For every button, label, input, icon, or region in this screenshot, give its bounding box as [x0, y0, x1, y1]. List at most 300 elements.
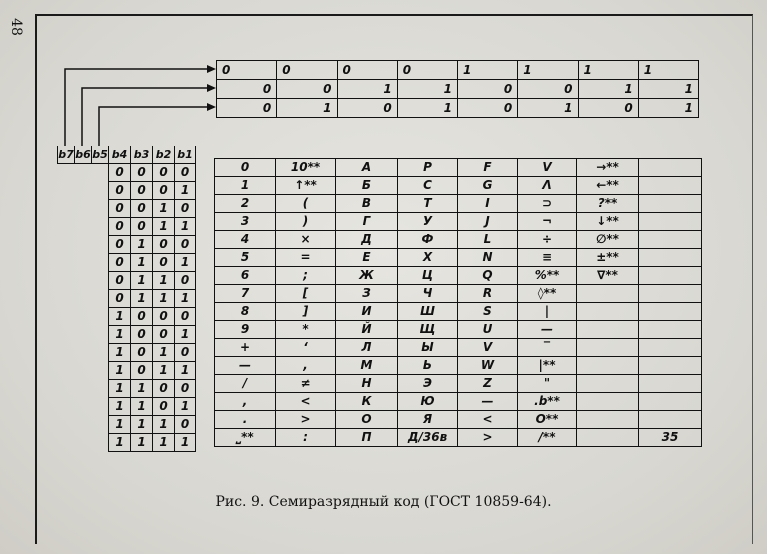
bit-cell: 0: [131, 164, 153, 182]
bit-cell: 1: [175, 362, 196, 380]
code-cell: А: [336, 159, 398, 177]
code-cell: ,: [215, 393, 276, 411]
spacer-cell: [75, 398, 92, 416]
spacer-cell: [92, 416, 109, 434]
bit-cell: 1: [131, 416, 153, 434]
code-row: [215, 393, 702, 411]
code-cell: [577, 411, 639, 429]
bit-cell: 0: [131, 218, 153, 236]
code-cell: ↓**: [577, 213, 639, 231]
code-cell: [639, 393, 702, 411]
code-cell: 1: [215, 177, 276, 195]
bit-row: [58, 236, 196, 254]
spacer-cell: [92, 326, 109, 344]
code-cell: /: [215, 375, 276, 393]
code-cell: [: [276, 285, 336, 303]
spacer-cell: [75, 380, 92, 398]
spacer-cell: [92, 290, 109, 308]
code-cell: [639, 357, 702, 375]
code-row: [215, 267, 702, 285]
b5-cell: 0: [578, 99, 638, 118]
bit-cell: 0: [131, 344, 153, 362]
bit-cell: 1: [109, 326, 131, 344]
bit-cell: 0: [131, 182, 153, 200]
bit-cell: 0: [175, 236, 196, 254]
code-cell: |**: [518, 357, 577, 375]
bit-cell: 1: [153, 218, 175, 236]
b7-cell: 0: [337, 61, 397, 80]
bit-row: [58, 380, 196, 398]
bit-cell: 0: [153, 236, 175, 254]
code-cell: ∅**: [577, 231, 639, 249]
code-cell: ↑**: [276, 177, 336, 195]
code-cell: ≠: [276, 375, 336, 393]
code-cell: <: [458, 411, 518, 429]
bit-header: b3: [131, 146, 153, 164]
bit-cell: 0: [109, 200, 131, 218]
code-cell: Ю: [398, 393, 458, 411]
code-cell: [577, 285, 639, 303]
code-cell: Д: [336, 231, 398, 249]
bit-cell: 1: [131, 398, 153, 416]
code-cell: 0: [215, 159, 276, 177]
bit-cell: 1: [175, 398, 196, 416]
code-cell: Н: [336, 375, 398, 393]
bit-cell: 1: [175, 218, 196, 236]
code-row: [215, 231, 702, 249]
code-cell: Д/36в: [398, 429, 458, 447]
code-cell: G: [458, 177, 518, 195]
bit-cell: 0: [153, 398, 175, 416]
b7-cell: 0: [217, 61, 277, 80]
b7-cell: 1: [638, 61, 698, 80]
spacer-cell: [75, 308, 92, 326]
spacer-cell: [75, 182, 92, 200]
code-cell: ÷: [518, 231, 577, 249]
code-cell: [639, 231, 702, 249]
spacer-cell: [58, 272, 75, 290]
code-row: [215, 321, 702, 339]
bit-cell: 0: [131, 308, 153, 326]
code-cell: ∇**: [577, 267, 639, 285]
code-cell: —: [458, 393, 518, 411]
bit-cell: 0: [109, 218, 131, 236]
bit-cell: 0: [175, 308, 196, 326]
bit-cell: 0: [131, 200, 153, 218]
bit-row: [58, 164, 196, 182]
bit-cell: 0: [109, 254, 131, 272]
b7-cell: 1: [578, 61, 638, 80]
b5-row: [217, 99, 699, 118]
code-cell: П: [336, 429, 398, 447]
code-cell: Т: [398, 195, 458, 213]
code-row: [215, 357, 702, 375]
spacer-cell: [92, 182, 109, 200]
code-cell: (: [276, 195, 336, 213]
code-cell: Ч: [398, 285, 458, 303]
code-row: [215, 285, 702, 303]
b5-cell: 1: [277, 99, 337, 118]
code-row: [215, 195, 702, 213]
bit-row: [58, 308, 196, 326]
code-cell: [577, 375, 639, 393]
bit-header: b1: [175, 146, 196, 164]
page-number: 48: [8, 18, 24, 36]
bit-row: [58, 218, 196, 236]
bit-cell: 1: [175, 290, 196, 308]
code-cell: +: [215, 339, 276, 357]
code-cell: 3: [215, 213, 276, 231]
code-cell: ]: [276, 303, 336, 321]
code-cell: [639, 159, 702, 177]
spacer-cell: [58, 344, 75, 362]
code-table: [214, 158, 702, 447]
bit-header: b5: [92, 146, 109, 164]
bit-cell: 1: [109, 344, 131, 362]
spacer-cell: [58, 164, 75, 182]
code-cell: W: [458, 357, 518, 375]
bit-cell: 0: [109, 272, 131, 290]
code-cell: ⊃: [518, 195, 577, 213]
code-cell: [577, 429, 639, 447]
code-cell: [639, 285, 702, 303]
code-row: [215, 339, 702, 357]
code-cell: ‾: [518, 339, 577, 357]
code-row: [215, 159, 702, 177]
code-cell: U: [458, 321, 518, 339]
code-cell: О**: [518, 411, 577, 429]
code-cell: [639, 249, 702, 267]
bit-cell: 0: [175, 200, 196, 218]
spacer-cell: [92, 380, 109, 398]
code-cell: [639, 375, 702, 393]
bit-header: b2: [153, 146, 175, 164]
bit-cell: 1: [131, 272, 153, 290]
bit-cell: 1: [153, 272, 175, 290]
b5-cell: 1: [397, 99, 457, 118]
b7-cell: 0: [277, 61, 337, 80]
bit-cell: 1: [175, 326, 196, 344]
code-cell: [577, 357, 639, 375]
code-cell: —: [215, 357, 276, 375]
code-row: [215, 429, 702, 447]
bit-header: b6: [75, 146, 92, 164]
code-cell: >: [276, 411, 336, 429]
spacer-cell: [58, 362, 75, 380]
code-cell: 4: [215, 231, 276, 249]
b5-cell: 1: [638, 99, 698, 118]
code-cell: :: [276, 429, 336, 447]
code-cell: .b**: [518, 393, 577, 411]
spacer-cell: [92, 308, 109, 326]
code-cell: S: [458, 303, 518, 321]
code-row: [215, 249, 702, 267]
bit-row: [58, 398, 196, 416]
bit-header: b4: [109, 146, 131, 164]
code-cell: Ц: [398, 267, 458, 285]
spacer-cell: [58, 254, 75, 272]
bit-cell: 1: [175, 254, 196, 272]
bit-cell: 0: [175, 272, 196, 290]
code-cell: V: [518, 159, 577, 177]
upper-bits-table: [216, 60, 699, 118]
spacer-cell: [92, 362, 109, 380]
bit-row: [58, 362, 196, 380]
b5-cell: 0: [337, 99, 397, 118]
spacer-cell: [75, 434, 92, 452]
bit-cell: 0: [109, 236, 131, 254]
code-cell: ‘: [276, 339, 336, 357]
code-cell: ;: [276, 267, 336, 285]
spacer-cell: [92, 236, 109, 254]
code-cell: [639, 213, 702, 231]
spacer-cell: [92, 218, 109, 236]
code-cell: 10**: [276, 159, 336, 177]
bit-cell: 1: [109, 434, 131, 452]
bit-cell: 1: [153, 200, 175, 218]
code-cell: /**: [518, 429, 577, 447]
code-cell: J: [458, 213, 518, 231]
spacer-cell: [75, 254, 92, 272]
code-cell: [577, 303, 639, 321]
spacer-cell: [75, 326, 92, 344]
bit-cell: 0: [153, 164, 175, 182]
spacer-cell: [75, 164, 92, 182]
code-cell: <: [276, 393, 336, 411]
code-cell: С: [398, 177, 458, 195]
code-cell: [577, 339, 639, 357]
bit-cell: 1: [153, 290, 175, 308]
bit-cell: 0: [153, 326, 175, 344]
spacer-cell: [75, 344, 92, 362]
code-cell: %**: [518, 267, 577, 285]
code-cell: Й: [336, 321, 398, 339]
b6-cell: 0: [217, 80, 277, 99]
b6-cell: 0: [277, 80, 337, 99]
code-cell: Ж: [336, 267, 398, 285]
spacer-cell: [58, 416, 75, 434]
b6-cell: 1: [578, 80, 638, 99]
spacer-cell: [92, 164, 109, 182]
spacer-cell: [58, 326, 75, 344]
code-cell: V: [458, 339, 518, 357]
spacer-cell: [58, 398, 75, 416]
spacer-cell: [75, 272, 92, 290]
spacer-cell: [58, 290, 75, 308]
code-cell: 2: [215, 195, 276, 213]
bit-row: [58, 182, 196, 200]
code-cell: Б: [336, 177, 398, 195]
code-cell: Λ: [518, 177, 577, 195]
code-row: [215, 375, 702, 393]
spacer-cell: [58, 218, 75, 236]
bit-cell: 0: [175, 164, 196, 182]
bit-cell: 1: [131, 290, 153, 308]
bit-cell: 0: [109, 182, 131, 200]
code-cell: 8: [215, 303, 276, 321]
code-cell: 35: [639, 429, 702, 447]
code-cell: Л: [336, 339, 398, 357]
code-cell: >: [458, 429, 518, 447]
code-cell: Г: [336, 213, 398, 231]
bit-cell: 0: [175, 380, 196, 398]
bit-header: b7: [58, 146, 75, 164]
bit-cell: 1: [131, 434, 153, 452]
bit-cell: 0: [175, 416, 196, 434]
code-cell: ≡: [518, 249, 577, 267]
code-cell: I: [458, 195, 518, 213]
code-cell: М: [336, 357, 398, 375]
bit-cell: 0: [153, 182, 175, 200]
code-cell: —: [518, 321, 577, 339]
bit-cell: 1: [153, 362, 175, 380]
code-cell: ": [518, 375, 577, 393]
spacer-cell: [92, 398, 109, 416]
code-cell: Р: [398, 159, 458, 177]
b6-row: [217, 80, 699, 99]
spacer-cell: [92, 434, 109, 452]
bit-cell: 1: [153, 416, 175, 434]
bit-cell: 1: [109, 416, 131, 434]
code-cell: N: [458, 249, 518, 267]
code-cell: →**: [577, 159, 639, 177]
code-cell: 6: [215, 267, 276, 285]
code-row: [215, 411, 702, 429]
code-cell: К: [336, 393, 398, 411]
code-cell: Х: [398, 249, 458, 267]
code-cell: [639, 321, 702, 339]
b7-cell: 1: [458, 61, 518, 80]
bit-cell: 0: [131, 326, 153, 344]
code-cell: [639, 339, 702, 357]
bit-row: [58, 326, 196, 344]
spacer-cell: [75, 290, 92, 308]
code-cell: Э: [398, 375, 458, 393]
code-cell: Ф: [398, 231, 458, 249]
bit-cell: 0: [153, 254, 175, 272]
code-cell: Е: [336, 249, 398, 267]
bit-cell: 1: [109, 380, 131, 398]
code-cell: L: [458, 231, 518, 249]
bit-cell: 0: [153, 308, 175, 326]
code-cell: Q: [458, 267, 518, 285]
spacer-cell: [75, 200, 92, 218]
b6-cell: 1: [337, 80, 397, 99]
code-cell: Ь: [398, 357, 458, 375]
bit-cell: 1: [131, 254, 153, 272]
code-cell: ¬: [518, 213, 577, 231]
bit-row: [58, 254, 196, 272]
bit-row: [58, 200, 196, 218]
spacer-cell: [58, 182, 75, 200]
bit-row: [58, 290, 196, 308]
bit-cell: 1: [109, 308, 131, 326]
code-cell: ⎵**: [215, 429, 276, 447]
b6-cell: 0: [518, 80, 578, 99]
bit-cell: 1: [175, 434, 196, 452]
code-cell: Z: [458, 375, 518, 393]
code-row: [215, 213, 702, 231]
code-cell: ×: [276, 231, 336, 249]
spacer-cell: [58, 380, 75, 398]
code-cell: ?**: [577, 195, 639, 213]
bit-header-row: [58, 146, 196, 164]
code-cell: R: [458, 285, 518, 303]
spacer-cell: [58, 200, 75, 218]
code-cell: F: [458, 159, 518, 177]
code-cell: Ш: [398, 303, 458, 321]
code-cell: =: [276, 249, 336, 267]
bit-cell: 1: [153, 344, 175, 362]
code-cell: З: [336, 285, 398, 303]
code-cell: *: [276, 321, 336, 339]
code-cell: ,: [276, 357, 336, 375]
b5-cell: 0: [458, 99, 518, 118]
spacer-cell: [75, 362, 92, 380]
spacer-cell: [75, 416, 92, 434]
spacer-cell: [92, 200, 109, 218]
bit-cell: 0: [131, 362, 153, 380]
b5-cell: 0: [217, 99, 277, 118]
code-cell: О: [336, 411, 398, 429]
code-cell: 7: [215, 285, 276, 303]
code-cell: [639, 267, 702, 285]
code-cell: И: [336, 303, 398, 321]
code-cell: |: [518, 303, 577, 321]
b7-cell: 1: [518, 61, 578, 80]
code-cell: Щ: [398, 321, 458, 339]
code-cell: 5: [215, 249, 276, 267]
code-row: [215, 177, 702, 195]
b5-cell: 1: [518, 99, 578, 118]
spacer-cell: [58, 434, 75, 452]
code-cell: У: [398, 213, 458, 231]
spacer-cell: [92, 344, 109, 362]
code-cell: [577, 393, 639, 411]
bit-row: [58, 272, 196, 290]
bit-row: [58, 344, 196, 362]
bit-cell: 1: [131, 236, 153, 254]
lower-bits-table: [57, 146, 196, 452]
spacer-cell: [75, 218, 92, 236]
spacer-cell: [75, 236, 92, 254]
bit-cell: 0: [153, 380, 175, 398]
code-cell: Я: [398, 411, 458, 429]
code-cell: [639, 411, 702, 429]
bit-cell: 1: [153, 434, 175, 452]
code-cell: [639, 303, 702, 321]
code-cell: [639, 195, 702, 213]
code-cell: .: [215, 411, 276, 429]
bit-row: [58, 416, 196, 434]
bit-cell: 1: [131, 380, 153, 398]
code-cell: ): [276, 213, 336, 231]
code-cell: ±**: [577, 249, 639, 267]
figure-caption: Рис. 9. Семиразрядный код (ГОСТ 10859-64).: [215, 494, 552, 510]
bit-cell: 1: [109, 362, 131, 380]
b7-cell: 0: [397, 61, 457, 80]
spacer-cell: [92, 272, 109, 290]
b6-cell: 1: [638, 80, 698, 99]
code-cell: 9: [215, 321, 276, 339]
bit-cell: 0: [109, 164, 131, 182]
b6-cell: 0: [458, 80, 518, 99]
bit-cell: 1: [175, 182, 196, 200]
code-cell: ◊**: [518, 285, 577, 303]
spacer-cell: [92, 254, 109, 272]
code-cell: [577, 321, 639, 339]
bit-cell: 1: [109, 398, 131, 416]
